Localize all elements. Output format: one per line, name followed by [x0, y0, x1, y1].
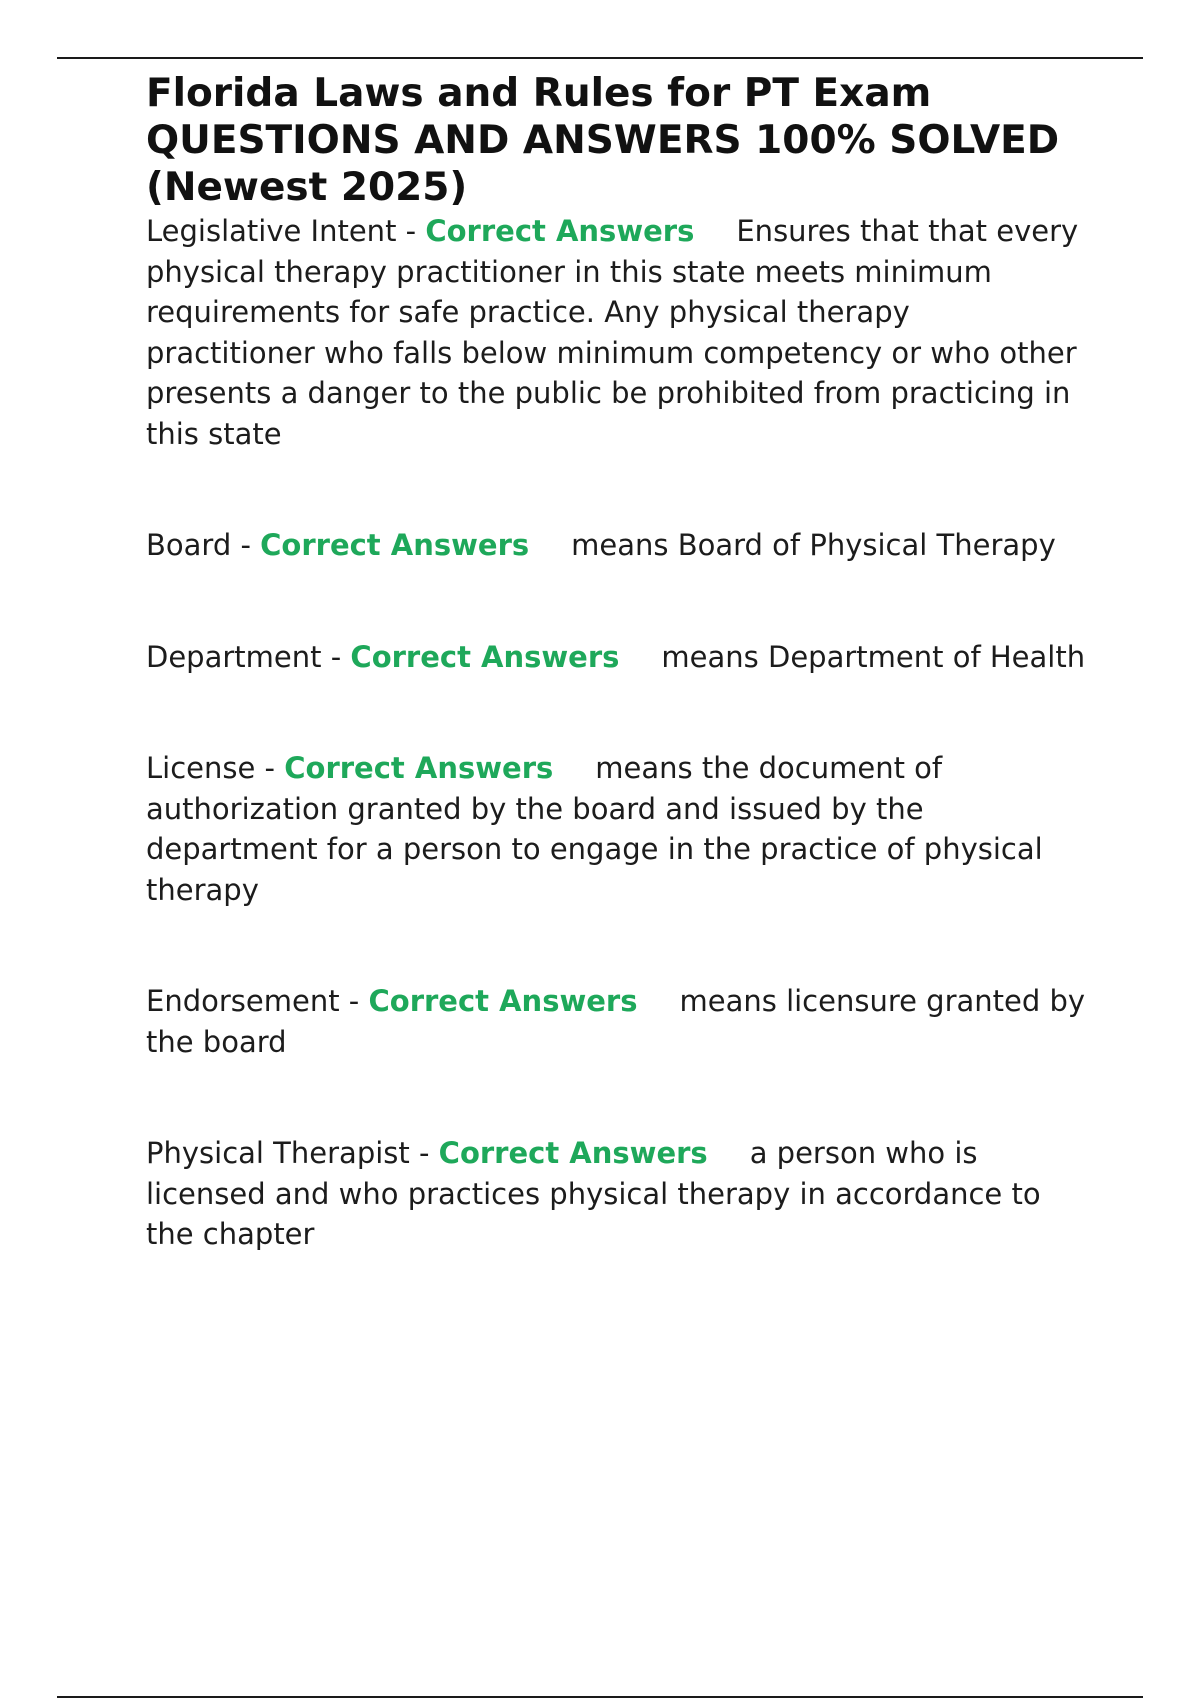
term: License — [146, 751, 256, 785]
separator: - — [231, 528, 261, 562]
qa-item — [146, 211, 1086, 454]
answer-label: Correct Answers — [438, 1136, 708, 1170]
term: Endorsement — [146, 984, 340, 1018]
definition: means Board of Physical Therapy — [571, 528, 1056, 562]
term: Department — [146, 639, 322, 674]
separator: - — [396, 214, 426, 248]
definition: means Department of Health — [661, 639, 1086, 674]
qa-item — [146, 525, 1086, 566]
answer-label: Correct Answers — [425, 214, 695, 248]
answer-label: Correct Answers — [350, 639, 620, 674]
document-page — [146, 70, 1086, 1255]
qa-item — [146, 748, 1086, 910]
answer-label: Correct Answers — [284, 751, 554, 785]
bottom-rule — [57, 1696, 1143, 1698]
definition: means the document of authorization granted by the board and issued by the department for a person to engage in the practice of physical therapy — [146, 751, 1043, 907]
document-title: Florida Laws and Rules for PT Exam QUESTIONS AND ANSWERS 100% SOLVED (Newest 2025) — [146, 71, 1060, 210]
definition: means licensure granted by the board — [146, 984, 1086, 1059]
qa-item — [146, 1133, 1086, 1255]
definition: a person who is licensed and who practices physical therapy in accordance to the chapter — [146, 1136, 1041, 1251]
separator: - — [321, 639, 351, 674]
qa-item — [146, 981, 1086, 1062]
separator: - — [409, 1136, 439, 1170]
top-rule — [57, 57, 1143, 59]
definition: Ensures that that every physical therapy practitioner in this state meets minimum requirements for safe practice. Any physical therapy practitioner who falls below minimum competency or who other presents a danger to the public be prohibited from practicing in this state — [146, 214, 1079, 451]
term: Board — [146, 528, 232, 562]
term: Physical Therapist — [146, 1136, 410, 1170]
qa-item — [146, 637, 1086, 678]
term: Legislative Intent — [146, 214, 397, 248]
separator: - — [255, 751, 285, 785]
answer-label: Correct Answers — [368, 984, 638, 1018]
separator: - — [339, 984, 369, 1018]
answer-label: Correct Answers — [260, 528, 530, 562]
